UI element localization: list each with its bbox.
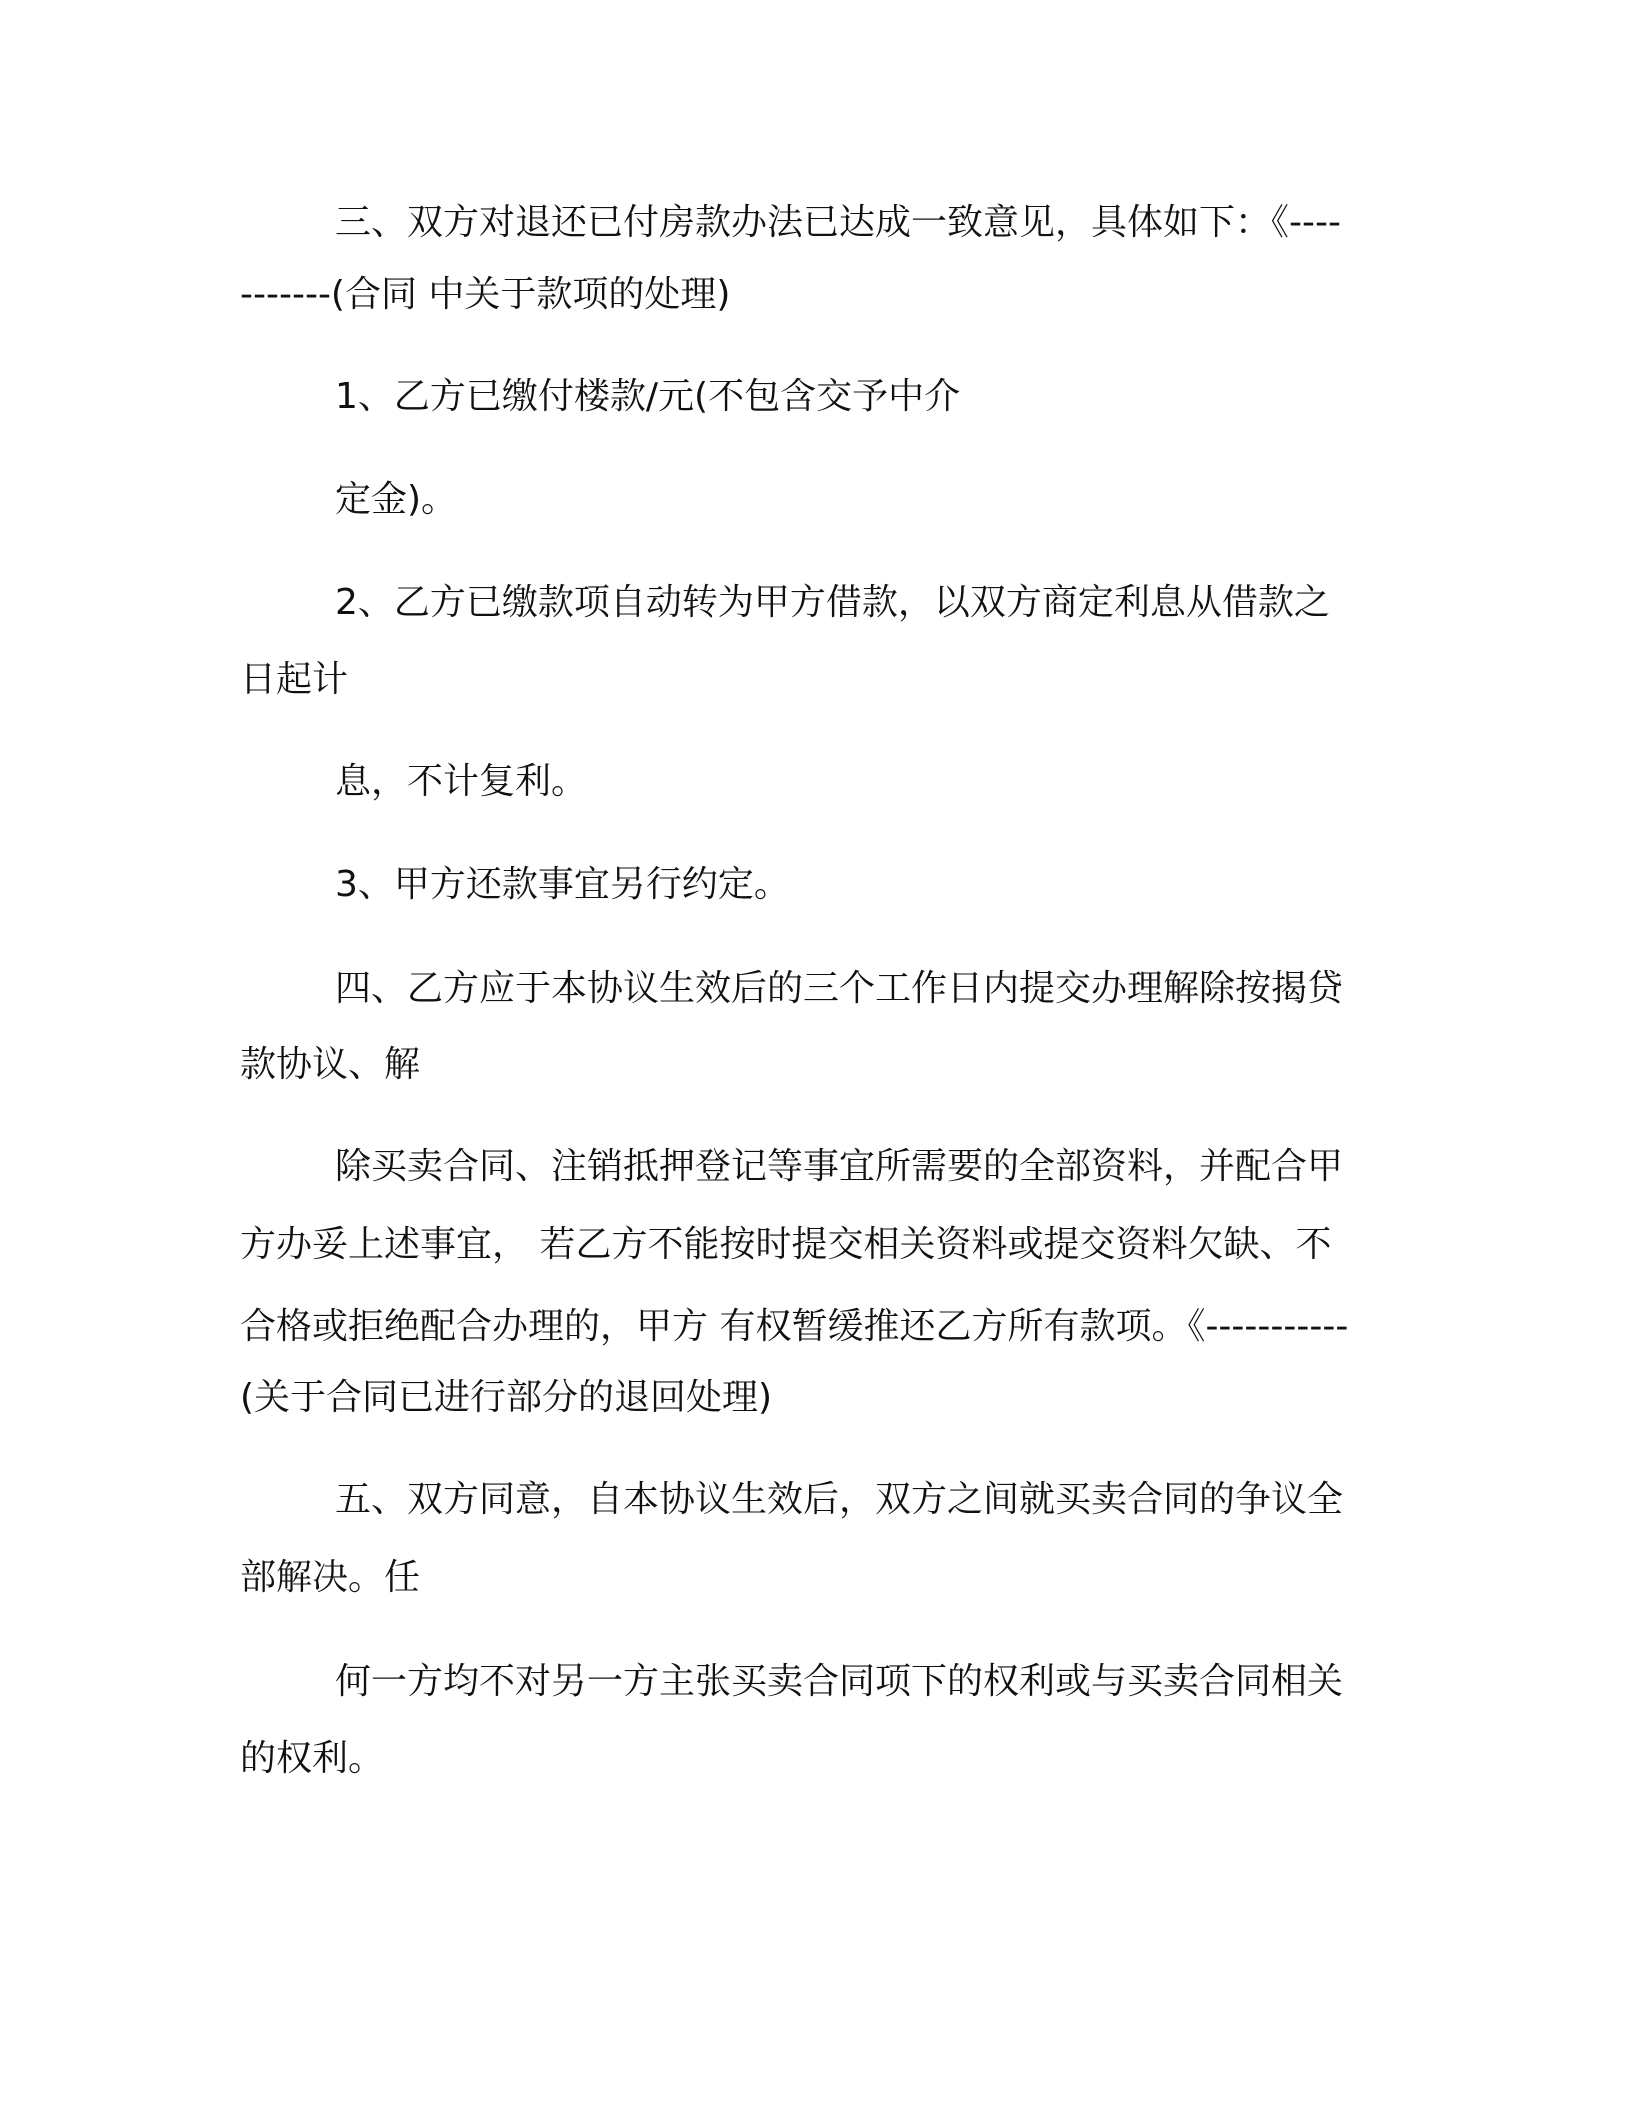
item-2-line-1: 2、乙方已缴款项自动转为甲方借款，以双方商定利息从借款之: [335, 582, 1330, 623]
item-3-line: 3、甲方还款事宜另行约定。: [335, 864, 790, 905]
section-four-line-5: 合格或拒绝配合办理的，甲方 有权暂缓推还乙方所有款项。《-----------: [240, 1306, 1349, 1347]
section-five-line-1: 五、双方同意，自本协议生效后，双方之间就买卖合同的争议全: [335, 1479, 1344, 1520]
section-four-line-4: 方办妥上述事宜， 若乙方不能按时提交相关资料或提交资料欠缺、不: [240, 1224, 1332, 1265]
section-four-line-2: 款协议、解: [240, 1044, 421, 1085]
section-four-line-1: 四、乙方应于本协议生效后的三个工作日内提交办理解除按揭贷: [335, 968, 1344, 1009]
section-five-line-3: 何一方均不对另一方主张买卖合同项下的权利或与买卖合同相关: [335, 1661, 1344, 1702]
item-2-line-3: 息，不计复利。: [335, 761, 588, 802]
section-three-line-1: 三、双方对退还已付房款办法已达成一致意见，具体如下：《----: [335, 202, 1341, 243]
item-1-line-1: 1、乙方已缴付楼款/元(不包含交予中介: [335, 376, 961, 417]
section-five-line-4: 的权利。: [240, 1738, 385, 1779]
item-1-line-2: 定金)。: [335, 479, 458, 520]
item-2-line-2: 日起计: [240, 659, 349, 700]
section-four-line-3: 除买卖合同、注销抵押登记等事宜所需要的全部资料，并配合甲: [335, 1146, 1344, 1187]
section-three-line-2: -------(合同 中关于款项的处理): [240, 274, 731, 315]
section-four-line-6: (关于合同已进行部分的退回处理): [240, 1377, 773, 1418]
section-five-line-2: 部解决。任: [240, 1557, 421, 1598]
